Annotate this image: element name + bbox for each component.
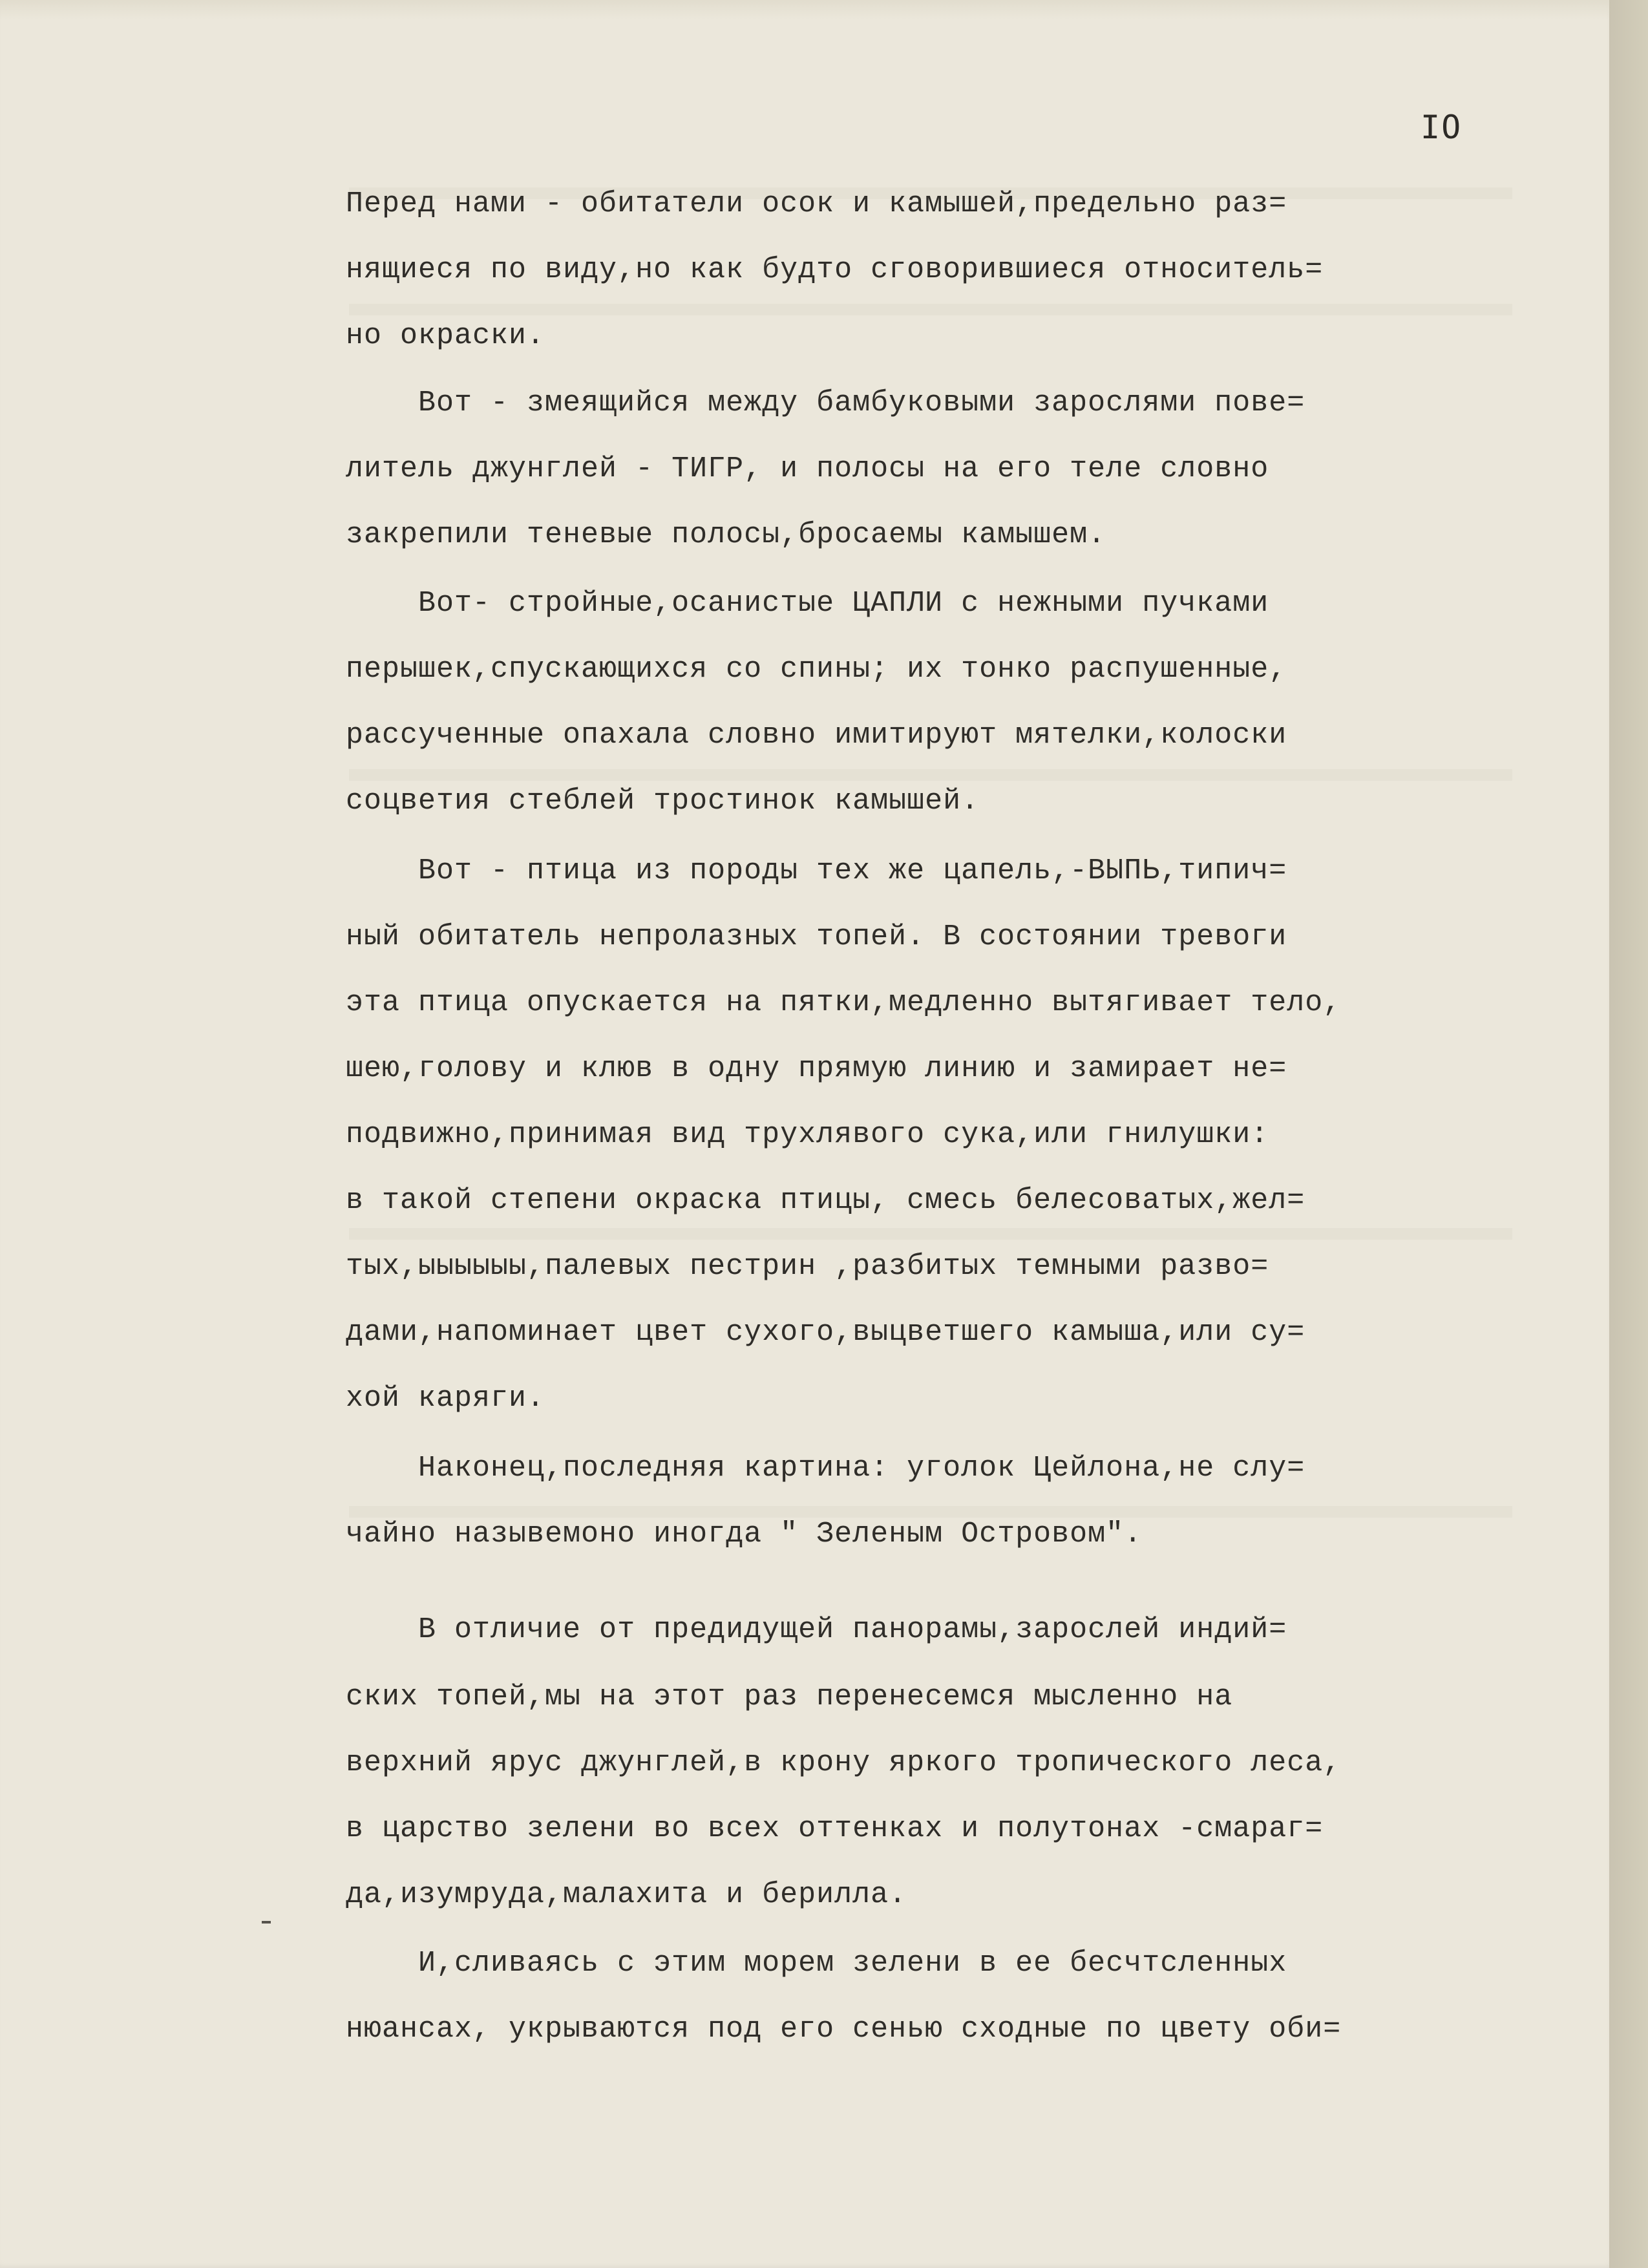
- text-line: верхний ярус джунглей,в крону яркого тропического леса,: [346, 1746, 1342, 1779]
- text-line: рассученные опахала словно имитируют мятелки,колоски: [346, 719, 1287, 752]
- text-line: но окраски.: [346, 319, 545, 352]
- typewritten-text: [346, 0, 1342, 2046]
- text-line: литель джунглей - ТИГР, и полосы на его теле словно: [346, 452, 1269, 485]
- text-line: подвижно,принимая вид трухлявого сука,или гнилушки:: [346, 1118, 1269, 1151]
- text-line: в царство зелени во всех оттенках и полутонах -смараг=: [346, 1812, 1324, 1845]
- text-line: Перед нами - обитатели осок и камышей,предельно раз=: [346, 187, 1287, 220]
- text-line: И,сливаясь с этим морем зелени в ее бесчтсленных: [346, 1947, 1287, 1980]
- text-line: чайно назывемоно иногда " Зеленым Островом".: [346, 1518, 1143, 1551]
- text-line: ный обитатель непролазных топей. В состоянии тревоги: [346, 920, 1287, 953]
- text-line: Вот - птица из породы тех же цапель,-ВЫПЬ,типич=: [346, 854, 1287, 887]
- text-line: закрепили теневые полосы,бросаемы камышем.: [346, 518, 1106, 551]
- text-line: нящиеся по виду,но как будто сговорившиеся относитель=: [346, 253, 1324, 286]
- text-line: ских топей,мы на этот раз перенесемся мысленно на: [346, 1680, 1233, 1713]
- text-line: да,изумруда,малахита и берилла.: [346, 1878, 907, 1911]
- paper-right-edge: [1609, 0, 1648, 2268]
- show-through-line: [349, 304, 1512, 315]
- text-line: нюансах, укрываются под его сенью сходные по цвету оби=: [346, 2013, 1342, 2046]
- text-line: перышек,спускающихся со спины; их тонко распушенные,: [346, 653, 1287, 686]
- text-line: в такой степени окраска птицы, смесь белесоватых,жел=: [346, 1184, 1305, 1217]
- text-line: соцветия стеблей тростинок камышей.: [346, 785, 980, 818]
- text-line: Вот - змеящийся между бамбуковыми зарослями пове=: [346, 387, 1305, 419]
- text-line: тых,ыыыыыы,палевых пестрин ,разбитых темными разво=: [346, 1250, 1269, 1283]
- text-line: эта птица опускается на пятки,медленно вытягивает тело,: [346, 986, 1342, 1019]
- show-through-line: [349, 1228, 1512, 1240]
- text-line: хой каряги.: [346, 1382, 545, 1415]
- text-line: Наконец,последняя картина: уголок Цейлона,не слу=: [346, 1452, 1305, 1485]
- page-number: IO: [1421, 109, 1463, 146]
- margin-mark: [262, 1921, 271, 1924]
- show-through-line: [349, 769, 1512, 781]
- show-through-line: [349, 1506, 1512, 1518]
- text-line: В отличие от предидущей панорамы,зарослей индий=: [346, 1613, 1287, 1646]
- text-line: шею,голову и клюв в одну прямую линию и замирает не=: [346, 1052, 1287, 1085]
- paper-top-edge: [0, 0, 1616, 19]
- text-line: Вот- стройные,осанистые ЦАПЛИ с нежными пучками: [346, 587, 1269, 620]
- text-line: дами,напоминает цвет сухого,выцветшего камыша,или су=: [346, 1316, 1305, 1349]
